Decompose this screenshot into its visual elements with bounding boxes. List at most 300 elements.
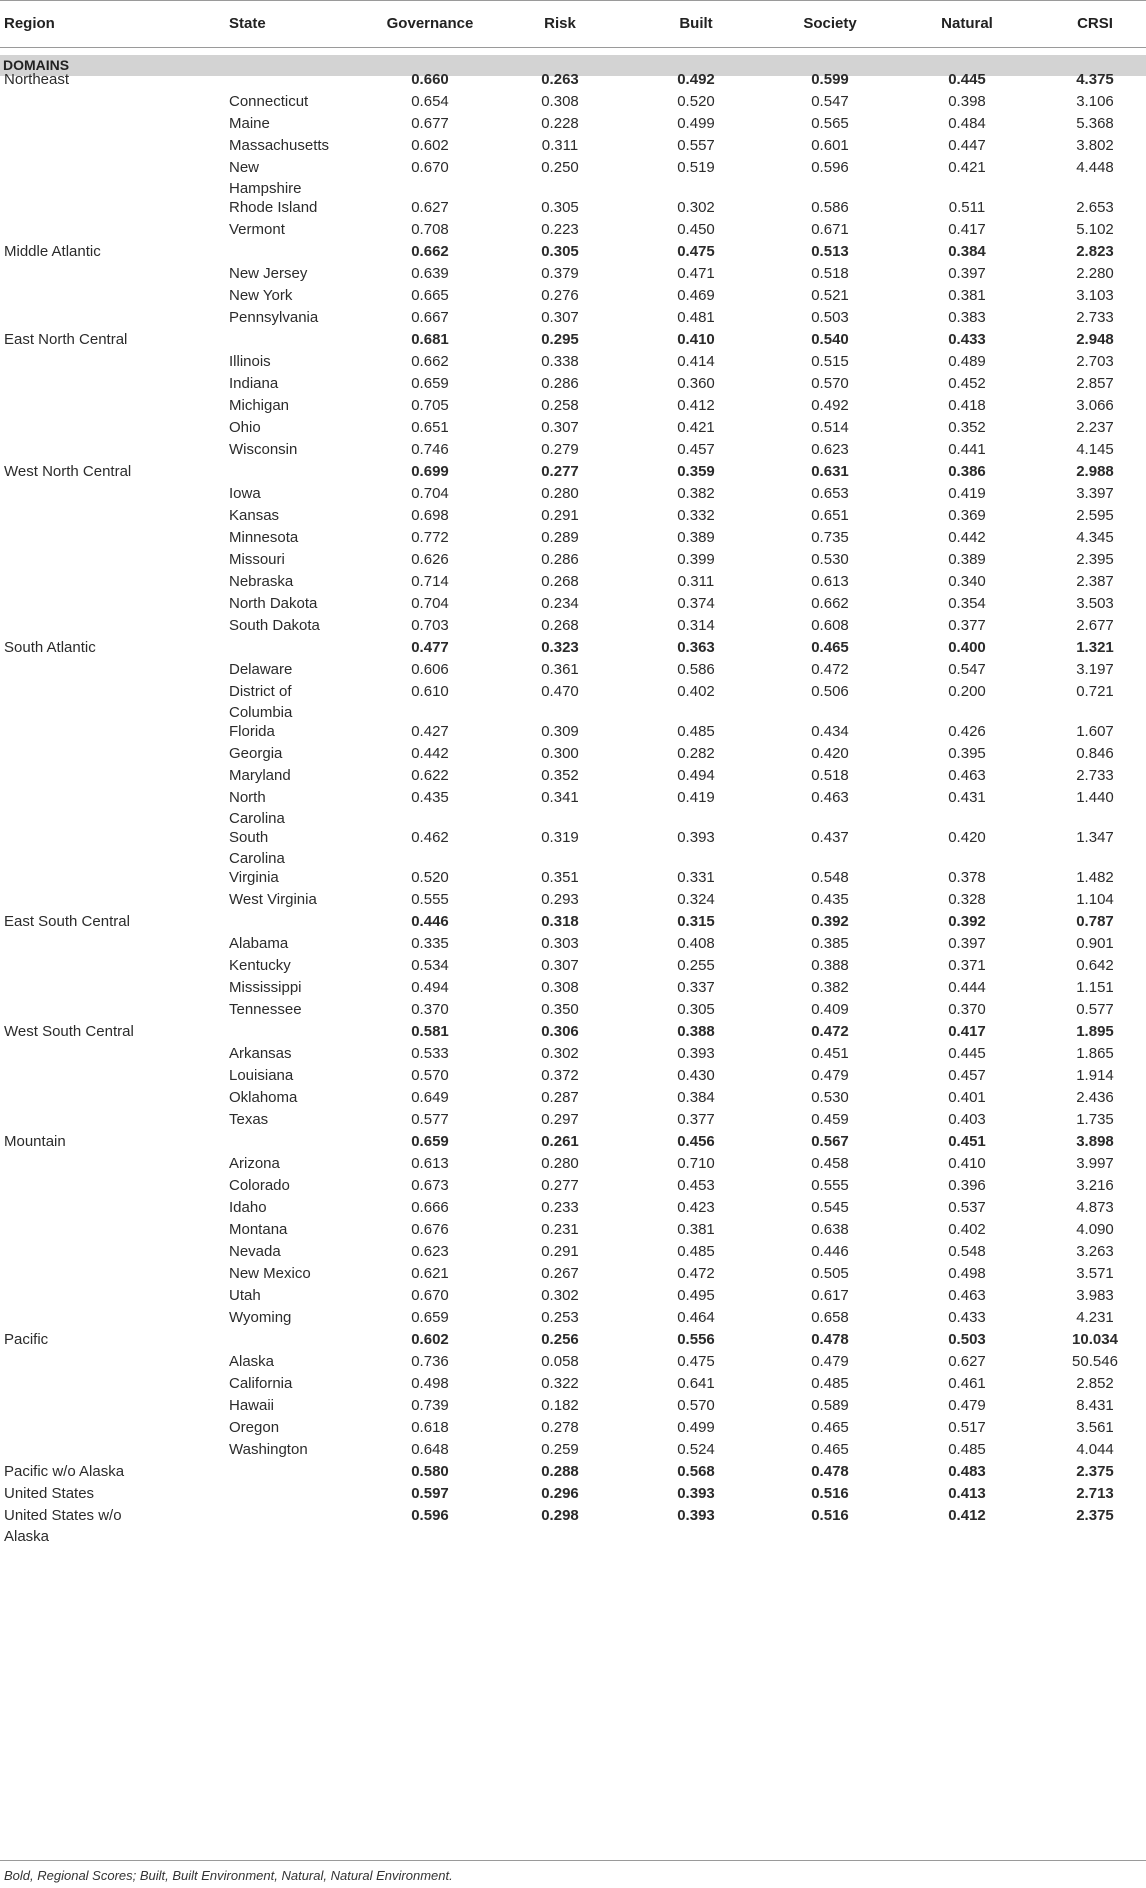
cell-governance: 0.649 (411, 1089, 449, 1106)
cell-society: 0.388 (811, 957, 849, 974)
cell-built: 0.332 (677, 507, 715, 524)
header-natural: Natural (941, 15, 993, 32)
cell-governance: 0.335 (411, 935, 449, 952)
cell-governance: 0.665 (411, 287, 449, 304)
cell-crsi: 3.263 (1076, 1243, 1114, 1260)
cell-risk: 0.286 (541, 375, 579, 392)
cell-risk: 0.280 (541, 1155, 579, 1172)
cell-society: 0.623 (811, 441, 849, 458)
cell-society: 0.545 (811, 1199, 849, 1216)
cell-state: Florida (229, 723, 275, 740)
cell-natural: 0.417 (948, 1023, 986, 1040)
cell-crsi: 4.375 (1076, 71, 1114, 88)
cell-risk: 0.302 (541, 1287, 579, 1304)
cell-built: 0.494 (677, 767, 715, 784)
cell-natural: 0.421 (948, 159, 986, 176)
cell-state: Utah (229, 1287, 261, 1304)
cell-crsi: 3.066 (1076, 397, 1114, 414)
cell-natural: 0.389 (948, 551, 986, 568)
cell-region: United States w/o Alaska (4, 1507, 122, 1545)
cell-society: 0.515 (811, 353, 849, 370)
cell-governance: 0.677 (411, 115, 449, 132)
cell-built: 0.337 (677, 979, 715, 996)
cell-natural: 0.457 (948, 1067, 986, 1084)
cell-risk: 0.253 (541, 1309, 579, 1326)
cell-crsi: 2.703 (1076, 353, 1114, 370)
cell-state: Montana (229, 1221, 288, 1238)
cell-risk: 0.351 (541, 869, 579, 886)
cell-society: 0.382 (811, 979, 849, 996)
cell-crsi: 0.642 (1076, 957, 1114, 974)
cell-natural: 0.426 (948, 723, 986, 740)
cell-region: Middle Atlantic (4, 243, 101, 260)
cell-risk: 0.231 (541, 1221, 579, 1238)
cell-state: North Dakota (229, 595, 318, 612)
cell-society: 0.465 (811, 1419, 849, 1436)
cell-crsi: 2.733 (1076, 767, 1114, 784)
cell-crsi: 1.607 (1076, 723, 1114, 740)
cell-society: 0.465 (811, 1441, 849, 1458)
cell-built: 0.377 (677, 1111, 715, 1128)
cell-governance: 0.462 (411, 829, 449, 846)
cell-risk: 0.268 (541, 573, 579, 590)
cell-built: 0.453 (677, 1177, 715, 1194)
cell-risk: 0.289 (541, 529, 579, 546)
cell-governance: 0.621 (411, 1265, 449, 1282)
cell-risk: 0.350 (541, 1001, 579, 1018)
cell-natural: 0.463 (948, 767, 986, 784)
section-label: DOMAINS (3, 57, 70, 73)
cell-built: 0.311 (677, 573, 715, 590)
cell-built: 0.475 (677, 1353, 715, 1370)
cell-crsi: 50.546 (1072, 1353, 1118, 1370)
cell-natural: 0.369 (948, 507, 986, 524)
cell-risk: 0.182 (541, 1397, 579, 1414)
cell-risk: 0.352 (541, 767, 579, 784)
cell-society: 0.589 (811, 1397, 849, 1414)
cell-built: 0.469 (677, 287, 715, 304)
cell-governance: 0.577 (411, 1111, 449, 1128)
cell-risk: 0.261 (541, 1133, 579, 1150)
cell-governance: 0.705 (411, 397, 449, 414)
cell-state: District of Columbia (229, 683, 293, 721)
cell-natural: 0.431 (948, 789, 986, 806)
cell-society: 0.479 (811, 1067, 849, 1084)
cell-natural: 0.418 (948, 397, 986, 414)
cell-natural: 0.200 (948, 683, 986, 700)
cell-governance: 0.602 (411, 1331, 449, 1348)
cell-society: 0.463 (811, 789, 849, 806)
cell-society: 0.530 (811, 551, 849, 568)
cell-built: 0.499 (677, 1419, 715, 1436)
cell-governance: 0.698 (411, 507, 449, 524)
cell-society: 0.451 (811, 1045, 849, 1062)
cell-region: West South Central (4, 1023, 134, 1040)
cell-natural: 0.447 (948, 137, 986, 154)
cell-governance: 0.581 (411, 1023, 449, 1040)
cell-governance: 0.639 (411, 265, 449, 282)
cell-governance: 0.654 (411, 93, 449, 110)
cell-state: Ohio (229, 419, 261, 436)
cell-state: Michigan (229, 397, 290, 414)
cell-state: Hawaii (229, 1397, 275, 1414)
cell-region: West North Central (4, 463, 132, 480)
cell-society: 0.658 (811, 1309, 849, 1326)
cell-governance: 0.370 (411, 1001, 449, 1018)
cell-crsi: 3.983 (1076, 1287, 1114, 1304)
cell-built: 0.414 (677, 353, 715, 370)
cell-natural: 0.433 (948, 1309, 986, 1326)
cell-natural: 0.417 (948, 221, 986, 238)
cell-governance: 0.681 (411, 331, 449, 348)
cell-built: 0.485 (677, 723, 715, 740)
cell-risk: 0.278 (541, 1419, 579, 1436)
cell-governance: 0.610 (411, 683, 449, 700)
cell-natural: 0.484 (948, 115, 986, 132)
cell-governance: 0.618 (411, 1419, 449, 1436)
cell-governance: 0.703 (411, 617, 449, 634)
cell-society: 0.555 (811, 1177, 849, 1194)
cell-risk: 0.303 (541, 935, 579, 952)
cell-built: 0.464 (677, 1309, 715, 1326)
cell-risk: 0.250 (541, 159, 579, 176)
cell-governance: 0.662 (411, 243, 449, 260)
cell-crsi: 0.846 (1076, 745, 1114, 762)
cell-governance: 0.651 (411, 419, 449, 436)
cell-natural: 0.442 (948, 529, 986, 546)
cell-crsi: 2.823 (1076, 243, 1114, 260)
header-built: Built (679, 15, 713, 32)
cell-crsi: 1.735 (1076, 1111, 1114, 1128)
cell-natural: 0.452 (948, 375, 986, 392)
header-risk: Risk (544, 15, 576, 32)
cell-crsi: 2.395 (1076, 551, 1114, 568)
cell-state: Oregon (229, 1419, 280, 1436)
cell-risk: 0.305 (541, 199, 579, 216)
cell-region: Mountain (4, 1133, 66, 1150)
cell-risk: 0.300 (541, 745, 579, 762)
cell-governance: 0.427 (411, 723, 449, 740)
cell-state: Missouri (229, 551, 285, 568)
cell-society: 0.516 (811, 1485, 849, 1502)
cell-built: 0.402 (677, 683, 715, 700)
cell-governance: 0.670 (411, 1287, 449, 1304)
cell-state: Illinois (229, 353, 271, 370)
cell-region: Pacific (4, 1331, 49, 1348)
cell-natural: 0.370 (948, 1001, 986, 1018)
cell-governance: 0.623 (411, 1243, 449, 1260)
cell-society: 0.458 (811, 1155, 849, 1172)
cell-risk: 0.287 (541, 1089, 579, 1106)
cell-natural: 0.485 (948, 1441, 986, 1458)
cell-natural: 0.511 (948, 199, 986, 216)
cell-society: 0.617 (811, 1287, 849, 1304)
header-region: Region (4, 15, 55, 32)
cell-society: 0.599 (811, 71, 849, 88)
cell-governance: 0.708 (411, 221, 449, 238)
cell-natural: 0.377 (948, 617, 986, 634)
cell-governance: 0.534 (411, 957, 449, 974)
cell-built: 0.331 (677, 869, 715, 886)
cell-state: South Carolina (229, 829, 285, 867)
cell-society: 0.472 (811, 1023, 849, 1040)
cell-society: 0.518 (811, 767, 849, 784)
cell-society: 0.547 (811, 93, 849, 110)
cell-natural: 0.503 (948, 1331, 986, 1348)
cell-crsi: 4.345 (1076, 529, 1114, 546)
cell-society: 0.548 (811, 869, 849, 886)
cell-state: West Virginia (229, 891, 317, 908)
cell-governance: 0.498 (411, 1375, 449, 1392)
cell-governance: 0.442 (411, 745, 449, 762)
cell-crsi: 3.561 (1076, 1419, 1114, 1436)
cell-governance: 0.622 (411, 767, 449, 784)
cell-governance: 0.676 (411, 1221, 449, 1238)
cell-built: 0.519 (677, 159, 715, 176)
cell-built: 0.302 (677, 199, 715, 216)
cell-crsi: 0.577 (1076, 1001, 1114, 1018)
cell-natural: 0.378 (948, 869, 986, 886)
cell-society: 0.506 (811, 683, 849, 700)
cell-society: 0.735 (811, 529, 849, 546)
cell-society: 0.638 (811, 1221, 849, 1238)
cell-society: 0.530 (811, 1089, 849, 1106)
cell-society: 0.478 (811, 1463, 849, 1480)
header-society: Society (803, 15, 857, 32)
cell-society: 0.478 (811, 1331, 849, 1348)
cell-governance: 0.670 (411, 159, 449, 176)
cell-risk: 0.288 (541, 1463, 579, 1480)
cell-risk: 0.233 (541, 1199, 579, 1216)
cell-built: 0.492 (677, 71, 715, 88)
cell-state: Kentucky (229, 957, 291, 974)
header-governance: Governance (386, 15, 474, 32)
cell-society: 0.465 (811, 639, 849, 656)
cell-governance: 0.606 (411, 661, 449, 678)
cell-crsi: 2.857 (1076, 375, 1114, 392)
cell-society: 0.420 (811, 745, 849, 762)
cell-crsi: 2.677 (1076, 617, 1114, 634)
cell-state: Washington (229, 1441, 308, 1458)
cell-crsi: 1.347 (1076, 829, 1114, 846)
cell-risk: 0.277 (541, 1177, 579, 1194)
cell-natural: 0.384 (948, 243, 986, 260)
cell-built: 0.410 (677, 331, 715, 348)
table-header-row (0, 0, 1146, 48)
cell-built: 0.456 (677, 1133, 715, 1150)
cell-crsi: 1.440 (1076, 789, 1114, 806)
cell-risk: 0.256 (541, 1331, 579, 1348)
cell-society: 0.459 (811, 1111, 849, 1128)
cell-crsi: 1.895 (1076, 1023, 1114, 1040)
cell-governance: 0.555 (411, 891, 449, 908)
cell-built: 0.255 (677, 957, 715, 974)
cell-built: 0.314 (677, 617, 715, 634)
cell-state: New York (229, 287, 293, 304)
cell-built: 0.710 (677, 1155, 715, 1172)
cell-state: Nevada (229, 1243, 281, 1260)
cell-built: 0.481 (677, 309, 715, 326)
cell-built: 0.457 (677, 441, 715, 458)
cell-built: 0.324 (677, 891, 715, 908)
cell-crsi: 2.595 (1076, 507, 1114, 524)
cell-natural: 0.381 (948, 287, 986, 304)
cell-built: 0.475 (677, 243, 715, 260)
cell-natural: 0.401 (948, 1089, 986, 1106)
cell-risk: 0.372 (541, 1067, 579, 1084)
cell-governance: 0.626 (411, 551, 449, 568)
cell-crsi: 2.375 (1076, 1463, 1114, 1480)
cell-risk: 0.307 (541, 309, 579, 326)
cell-risk: 0.308 (541, 93, 579, 110)
cell-society: 0.514 (811, 419, 849, 436)
cell-natural: 0.402 (948, 1221, 986, 1238)
cell-state: Connecticut (229, 93, 309, 110)
cell-state: Alabama (229, 935, 289, 952)
cell-natural: 0.403 (948, 1111, 986, 1128)
cell-governance: 0.667 (411, 309, 449, 326)
cell-built: 0.359 (677, 463, 715, 480)
cell-natural: 0.340 (948, 573, 986, 590)
cell-risk: 0.361 (541, 661, 579, 678)
cell-risk: 0.286 (541, 551, 579, 568)
cell-crsi: 2.733 (1076, 309, 1114, 326)
cell-risk: 0.341 (541, 789, 579, 806)
cell-state: New Jersey (229, 265, 308, 282)
cell-natural: 0.547 (948, 661, 986, 678)
cell-governance: 0.673 (411, 1177, 449, 1194)
cell-crsi: 3.106 (1076, 93, 1114, 110)
cell-natural: 0.433 (948, 331, 986, 348)
cell-state: Rhode Island (229, 199, 318, 216)
cell-risk: 0.267 (541, 1265, 579, 1282)
cell-built: 0.389 (677, 529, 715, 546)
cell-state: Wisconsin (229, 441, 298, 458)
header-crsi: CRSI (1077, 15, 1113, 32)
cell-natural: 0.396 (948, 1177, 986, 1194)
cell-region: Pacific w/o Alaska (4, 1463, 125, 1480)
cell-natural: 0.461 (948, 1375, 986, 1392)
header-state: State (229, 15, 266, 32)
cell-risk: 0.291 (541, 1243, 579, 1260)
cell-state: Iowa (229, 485, 261, 502)
cell-natural: 0.398 (948, 93, 986, 110)
cell-state: Indiana (229, 375, 279, 392)
cell-governance: 0.714 (411, 573, 449, 590)
cell-built: 0.381 (677, 1221, 715, 1238)
cell-governance: 0.596 (411, 1507, 449, 1524)
cell-governance: 0.520 (411, 869, 449, 886)
cell-state: North Carolina (229, 789, 285, 827)
cell-crsi: 1.865 (1076, 1045, 1114, 1062)
cell-governance: 0.580 (411, 1463, 449, 1480)
cell-risk: 0.338 (541, 353, 579, 370)
cell-natural: 0.451 (948, 1133, 986, 1150)
cell-built: 0.423 (677, 1199, 715, 1216)
cell-society: 0.651 (811, 507, 849, 524)
cell-society: 0.540 (811, 331, 849, 348)
cell-state: Louisiana (229, 1067, 294, 1084)
cell-risk: 0.322 (541, 1375, 579, 1392)
cell-natural: 0.412 (948, 1507, 986, 1524)
cell-crsi: 2.375 (1076, 1507, 1114, 1524)
cell-governance: 0.659 (411, 375, 449, 392)
cell-crsi: 1.914 (1076, 1067, 1114, 1084)
cell-society: 0.653 (811, 485, 849, 502)
cell-governance: 0.659 (411, 1309, 449, 1326)
cell-governance: 0.662 (411, 353, 449, 370)
cell-built: 0.520 (677, 93, 715, 110)
cell-natural: 0.498 (948, 1265, 986, 1282)
cell-society: 0.434 (811, 723, 849, 740)
cell-built: 0.586 (677, 661, 715, 678)
cell-risk: 0.280 (541, 485, 579, 502)
cell-risk: 0.306 (541, 1023, 579, 1040)
cell-built: 0.485 (677, 1243, 715, 1260)
cell-natural: 0.548 (948, 1243, 986, 1260)
cell-region: East North Central (4, 331, 128, 348)
cell-governance: 0.746 (411, 441, 449, 458)
cell-natural: 0.463 (948, 1287, 986, 1304)
cell-crsi: 3.503 (1076, 595, 1114, 612)
cell-governance: 0.435 (411, 789, 449, 806)
cell-governance: 0.648 (411, 1441, 449, 1458)
cell-built: 0.412 (677, 397, 715, 414)
cell-crsi: 2.387 (1076, 573, 1114, 590)
cell-crsi: 3.197 (1076, 661, 1114, 678)
cell-state: Arkansas (229, 1045, 292, 1062)
cell-society: 0.513 (811, 243, 849, 260)
cell-built: 0.360 (677, 375, 715, 392)
cell-crsi: 5.102 (1076, 221, 1114, 238)
cell-natural: 0.410 (948, 1155, 986, 1172)
cell-crsi: 4.873 (1076, 1199, 1114, 1216)
cell-risk: 0.319 (541, 829, 579, 846)
cell-crsi: 2.948 (1076, 331, 1114, 348)
cell-built: 0.570 (677, 1397, 715, 1414)
cell-crsi: 1.104 (1076, 891, 1114, 908)
cell-state: Idaho (229, 1199, 267, 1216)
cell-risk: 0.470 (541, 683, 579, 700)
cell-state: Mississippi (229, 979, 302, 996)
cell-risk: 0.258 (541, 397, 579, 414)
cell-state: Texas (229, 1111, 269, 1128)
cell-risk: 0.277 (541, 463, 579, 480)
cell-built: 0.393 (677, 1507, 715, 1524)
cell-society: 0.631 (811, 463, 849, 480)
cell-risk: 0.279 (541, 441, 579, 458)
cell-risk: 0.308 (541, 979, 579, 996)
cell-built: 0.495 (677, 1287, 715, 1304)
cell-crsi: 2.436 (1076, 1089, 1114, 1106)
cell-state: Minnesota (229, 529, 299, 546)
cell-natural: 0.627 (948, 1353, 986, 1370)
cell-natural: 0.537 (948, 1199, 986, 1216)
cell-governance: 0.597 (411, 1485, 449, 1502)
cell-crsi: 8.431 (1076, 1397, 1114, 1414)
cell-governance: 0.446 (411, 913, 449, 930)
cell-built: 0.408 (677, 935, 715, 952)
cell-society: 0.505 (811, 1265, 849, 1282)
cell-society: 0.521 (811, 287, 849, 304)
cell-governance: 0.739 (411, 1397, 449, 1414)
cell-state: Virginia (229, 869, 279, 886)
cell-crsi: 2.237 (1076, 419, 1114, 436)
cell-natural: 0.395 (948, 745, 986, 762)
cell-risk: 0.307 (541, 957, 579, 974)
cell-society: 0.596 (811, 159, 849, 176)
cell-risk: 0.298 (541, 1507, 579, 1524)
